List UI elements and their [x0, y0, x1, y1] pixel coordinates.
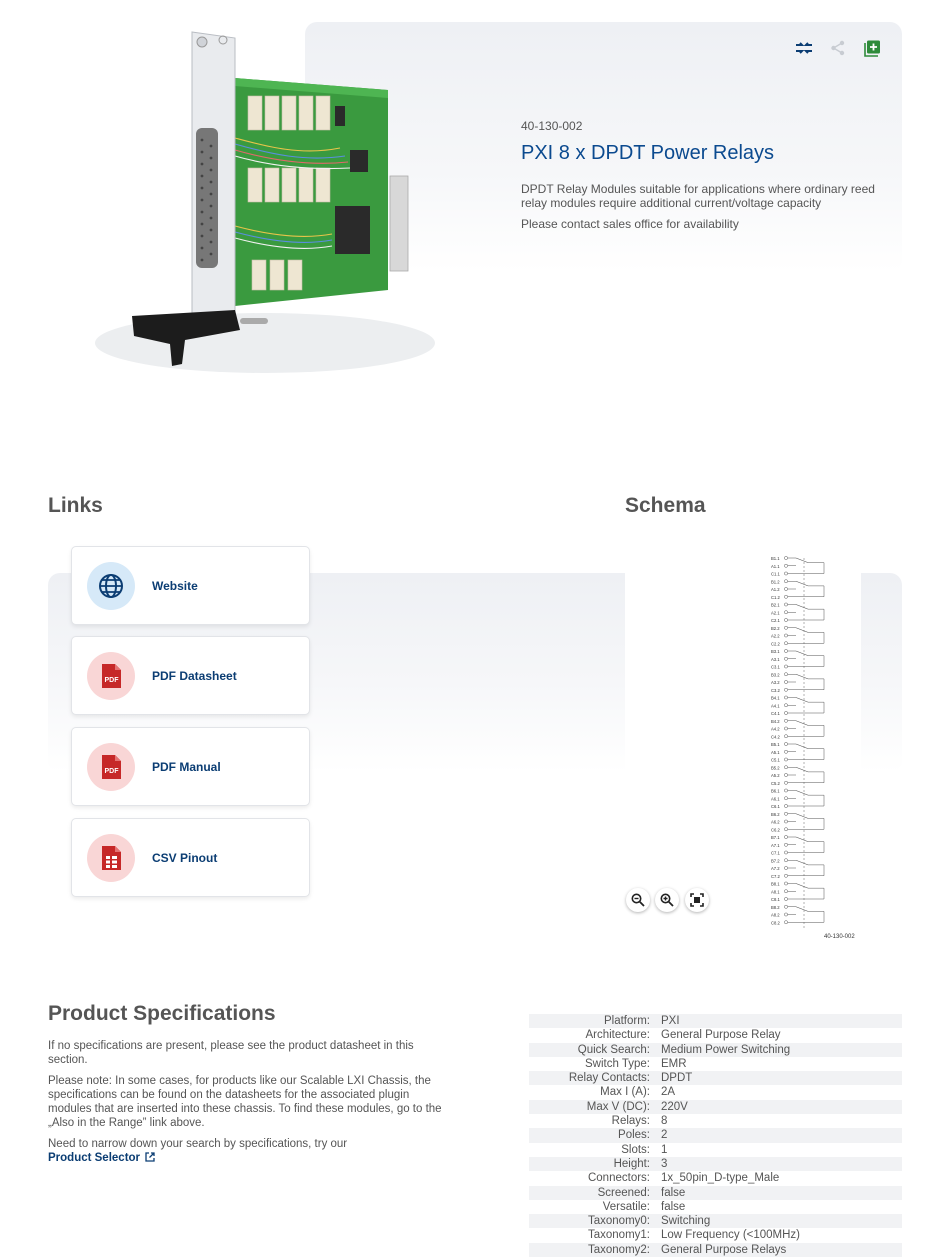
spec-row	[529, 1214, 902, 1228]
schema-diagram	[625, 548, 861, 944]
schema-pin-label: A2.1	[771, 610, 780, 616]
spec-row	[529, 1157, 902, 1171]
spec-row	[529, 1186, 902, 1200]
schema-pin-label: B3.1	[771, 649, 780, 654]
schema-relay-loop	[796, 795, 824, 806]
schema-relay-loop	[796, 911, 824, 922]
schema-relay-loop	[796, 749, 824, 760]
schema-pin-label: A4.2	[771, 726, 780, 732]
schema-switch-contact	[796, 744, 808, 749]
csv-pinout-icon-badge	[87, 834, 135, 882]
spec-value: false	[661, 1186, 686, 1199]
spec-value: Low Frequency (<100MHz)	[661, 1229, 801, 1242]
svg-text:PDF: PDF	[104, 676, 119, 684]
spec-row	[529, 1143, 902, 1157]
schema-pin	[784, 580, 787, 583]
share-icon	[830, 40, 846, 56]
schema-pin-label: C6.1	[771, 804, 780, 809]
specs-note-chassis: Please note: In some cases, for products like our Scalable LXI Chassis, the specifications can be found on the datasheets for the associated plugin modules that are inserted into these chassis. To find these modules, go to the „Also in the Range” link above.	[48, 1075, 442, 1129]
product-selector-label: Product Selector	[48, 1152, 141, 1164]
spec-value: 1x_50pin_D-type_Male	[661, 1172, 780, 1185]
svg-text:PDF: PDF	[104, 767, 119, 775]
schema-relay-loop	[796, 586, 824, 597]
schema-pin	[784, 657, 787, 660]
schema-pin-label: A8.1	[771, 889, 780, 895]
schema-pin	[784, 649, 787, 652]
schema-pin-label: B2.2	[771, 625, 780, 631]
pdf-datasheet-link-label: PDF Datasheet	[152, 668, 237, 683]
product-description: DPDT Relay Modules suitable for applications where ordinary reed relay modules require additional current/voltage capacity	[521, 182, 875, 210]
schema-switch-contact	[796, 651, 808, 656]
schema-pin-label: B4.2	[771, 718, 780, 724]
schema-pin-label: B5.2	[771, 765, 780, 771]
schema-pin	[784, 719, 787, 722]
spec-key: Taxonomy1:	[587, 1229, 650, 1242]
spec-row	[529, 1114, 902, 1128]
schema-pin	[784, 773, 787, 776]
spec-value: PXI	[661, 1015, 680, 1027]
schema-pin	[784, 882, 787, 885]
schema-pin-label: C8.1	[771, 897, 780, 902]
website-link-label: Website	[152, 578, 198, 593]
pdf-datasheet-link[interactable]	[71, 636, 310, 715]
schema-pin	[784, 750, 787, 753]
schema-pin	[784, 828, 787, 831]
spec-row	[529, 1085, 902, 1099]
product-title: PXI 8 x DPDT Power Relays	[521, 142, 775, 164]
csv-pinout-link[interactable]	[71, 818, 310, 897]
schema-pin	[784, 804, 787, 807]
schema-relay-loop	[796, 818, 824, 829]
schema-pin-label: A7.2	[771, 866, 780, 871]
selector-prompt: Need to narrow down your search by specifications, try our	[48, 1138, 348, 1150]
schema-switch-contact	[796, 581, 808, 586]
schema-pin-label: A8.2	[771, 912, 780, 918]
spec-value: General Purpose Relays	[661, 1243, 787, 1256]
links-heading: Links	[48, 494, 103, 517]
csv-icon	[100, 845, 122, 871]
schema-pin-label: C5.2	[771, 780, 780, 786]
schema-pin	[784, 874, 787, 877]
spec-value: Medium Power Switching	[661, 1043, 791, 1056]
availability-note: Please contact sales office for availability	[521, 217, 739, 231]
schema-pin	[784, 711, 787, 714]
schema-pin	[784, 572, 787, 575]
spec-key: Architecture:	[585, 1029, 650, 1042]
schema-relay-loop	[796, 609, 824, 620]
schema-pin-label: C7.2	[771, 873, 780, 879]
add-to-list-button[interactable]	[862, 38, 882, 58]
schema-pin	[784, 742, 787, 745]
add-box-icon	[864, 40, 881, 57]
schema-pin-label: A7.1	[771, 842, 780, 848]
schema-relay-loop	[796, 656, 824, 667]
zoom-in-button[interactable]	[655, 888, 679, 912]
schema-switch-contact	[796, 698, 808, 703]
pdf-manual-link[interactable]	[71, 727, 310, 806]
spec-value: 2A	[661, 1086, 676, 1099]
schema-pin-label: A3.2	[771, 680, 780, 685]
schema-heading: Schema	[625, 494, 706, 517]
schema-pin	[784, 626, 787, 629]
schema-switch-contact	[796, 814, 808, 819]
schema-pin-label: C2.1	[771, 618, 780, 623]
spec-row	[529, 1200, 902, 1214]
fit-screen-button[interactable]	[685, 888, 709, 912]
schema-pin-label: A3.1	[771, 656, 780, 662]
schema-pin-label: B1.1	[771, 556, 780, 561]
schema-relay-loop	[796, 702, 824, 713]
schema-pin	[784, 642, 787, 645]
schema-pin	[784, 727, 787, 730]
schema-switch-contact	[796, 884, 808, 889]
zoom-out-button[interactable]	[626, 888, 650, 912]
specs-note-selector	[48, 1137, 448, 1165]
spec-row	[529, 1043, 902, 1057]
zoom-out-icon	[631, 893, 645, 907]
schema-relay-loop	[796, 679, 824, 690]
schema-relay-loop	[796, 865, 824, 876]
globe-icon	[98, 573, 124, 599]
schema-relay-loop	[796, 725, 824, 736]
schema-pin-label: C3.2	[771, 687, 780, 693]
spec-row	[529, 1128, 902, 1142]
schema-pin	[784, 595, 787, 598]
schema-pin	[784, 797, 787, 800]
schema-pin	[784, 789, 787, 792]
spec-row	[529, 1171, 902, 1185]
schema-pin	[784, 556, 787, 559]
schema-pin	[784, 766, 787, 769]
specs-note-empty: If no specifications are present, please see the product datasheet in this section.	[48, 1040, 414, 1066]
spec-value: 220V	[661, 1100, 688, 1113]
spec-value: EMR	[661, 1057, 687, 1070]
pdf-datasheet-icon-badge	[87, 652, 135, 700]
product-selector-link[interactable]	[48, 1152, 155, 1164]
schema-switch-contact	[796, 558, 808, 563]
website-icon-badge	[87, 562, 135, 610]
schema-pin-label: C5.1	[771, 757, 780, 763]
schema-pin	[784, 673, 787, 676]
spec-key: Screened:	[597, 1186, 650, 1199]
schema-pin	[784, 618, 787, 621]
schema-pin-label: A4.1	[771, 703, 780, 709]
schema-pin	[784, 688, 787, 691]
schema-pin-label: B4.1	[771, 695, 780, 701]
spec-key: Relay Contacts:	[568, 1072, 650, 1085]
schema-switch-contact	[796, 767, 808, 772]
schema-switch-contact	[796, 860, 808, 865]
schema-pin	[784, 812, 787, 815]
spec-value: Switching	[661, 1215, 711, 1228]
product-summary	[521, 119, 881, 231]
spec-key: Switch Type:	[585, 1057, 650, 1070]
schema-pin	[784, 758, 787, 761]
schema-pin-label: C8.2	[771, 920, 780, 926]
schema-relay-loop	[796, 842, 824, 853]
part-number: 40-130-002	[521, 119, 583, 133]
schema-pin-label: C3.1	[771, 664, 780, 670]
schema-pin-label: B7.1	[771, 835, 780, 840]
schema-caption: 40-130-002	[824, 934, 855, 940]
schema-pin-label: A1.1	[771, 563, 780, 569]
schema-pin	[784, 781, 787, 784]
product-image	[90, 28, 450, 383]
spec-row	[529, 1228, 902, 1242]
schema-pin-label: A6.1	[771, 796, 780, 802]
pdf-manual-icon-badge	[87, 743, 135, 791]
spec-key: Quick Search:	[577, 1043, 650, 1056]
spec-value: 3	[661, 1157, 668, 1170]
schema-pin-label: B2.1	[771, 602, 780, 608]
spec-key: Poles:	[618, 1129, 650, 1142]
spec-row	[529, 1243, 902, 1257]
schema-pin-label: A5.2	[771, 773, 780, 778]
pdf-manual-link-label: PDF Manual	[152, 759, 221, 774]
specs-heading: Product Specifications	[48, 1002, 276, 1025]
schema-switch-contact	[796, 628, 808, 633]
spec-key: Height:	[613, 1157, 650, 1170]
compare-icon	[795, 41, 813, 55]
schema-switch-contact	[796, 907, 808, 912]
schema-pin	[784, 859, 787, 862]
schema-pin	[784, 820, 787, 823]
schema-switch-contact	[796, 791, 808, 796]
schema-pin	[784, 603, 787, 606]
compare-button[interactable]	[794, 38, 814, 58]
spec-key: Taxonomy2:	[587, 1243, 650, 1256]
spec-key: Connectors:	[587, 1172, 650, 1185]
spec-key: Relays:	[611, 1115, 650, 1128]
schema-pin-label: C2.2	[771, 641, 780, 647]
schema-relay-loop	[796, 772, 824, 783]
spec-key: Max V (DC):	[586, 1100, 650, 1113]
schema-relay-loop	[796, 563, 824, 574]
schema-pin-label: A2.2	[771, 633, 780, 639]
schema-pin-label: B3.2	[771, 672, 780, 678]
schema-pin-label: C4.1	[771, 711, 780, 716]
schema-switch-contact	[796, 721, 808, 726]
schema-pin-label: B8.1	[771, 881, 780, 887]
schema-pin-label: B1.2	[771, 579, 780, 585]
schema-pin	[784, 905, 787, 908]
spec-value: General Purpose Relay	[661, 1029, 781, 1042]
pdf-icon	[100, 754, 122, 780]
schema-pin-label: C7.1	[771, 850, 780, 856]
schema-pin-label: B6.1	[771, 788, 780, 794]
spec-row	[529, 1057, 902, 1071]
schema-switch-contact	[796, 674, 808, 679]
spec-key: Taxonomy0:	[587, 1215, 650, 1228]
schema-pin	[784, 835, 787, 838]
spec-row	[529, 1100, 902, 1114]
schema-pin	[784, 696, 787, 699]
schema-pin-label: C1.1	[771, 571, 780, 577]
schema-pin	[784, 851, 787, 854]
zoom-in-icon	[660, 893, 674, 907]
schema-pin	[784, 735, 787, 738]
spec-key: Max I (A):	[600, 1086, 650, 1099]
spec-key: Slots:	[621, 1143, 650, 1156]
schema-pin-label: A6.2	[771, 819, 780, 825]
external-link-icon	[145, 1152, 155, 1162]
spec-row	[529, 1028, 902, 1042]
spec-row	[529, 1014, 902, 1028]
csv-pinout-link-label: CSV Pinout	[152, 850, 218, 865]
schema-pin	[784, 921, 787, 924]
product-actions	[794, 38, 882, 58]
spec-row	[529, 1071, 902, 1085]
schema-switch-contact	[796, 605, 808, 610]
schema-pin	[784, 866, 787, 869]
schema-pin	[784, 843, 787, 846]
schema-pin-label: C4.2	[771, 734, 780, 740]
schema-pin	[784, 680, 787, 683]
schema-pin	[784, 611, 787, 614]
schema-viewer[interactable]	[625, 548, 861, 944]
schema-pin	[784, 897, 787, 900]
schema-pin	[784, 913, 787, 916]
schema-pin-label: C6.2	[771, 827, 780, 833]
schema-pin-label: C1.2	[771, 594, 780, 600]
schema-pin	[784, 634, 787, 637]
schema-pin	[784, 665, 787, 668]
schema-switch-contact	[796, 837, 808, 842]
schema-pin	[784, 587, 787, 590]
schema-pin	[784, 704, 787, 707]
pdf-icon	[100, 663, 122, 689]
schema-pin-label: A1.2	[771, 587, 780, 592]
specifications-table	[529, 1014, 902, 1257]
spec-key: Platform:	[603, 1015, 650, 1027]
spec-value: 8	[661, 1115, 668, 1128]
fit-screen-icon	[690, 893, 704, 907]
schema-pin	[784, 564, 787, 567]
schema-pin-label: A5.1	[771, 749, 780, 755]
website-link[interactable]	[71, 546, 310, 625]
schema-pin-label: B6.2	[771, 811, 780, 817]
schema-pin-label: B7.2	[771, 858, 780, 864]
spec-value: 2	[661, 1129, 668, 1142]
schema-pin-label: B8.2	[771, 904, 780, 910]
spec-value: 1	[661, 1143, 668, 1156]
share-button[interactable]	[828, 38, 848, 58]
schema-relay-loop	[796, 888, 824, 899]
schema-pin-label: B5.1	[771, 742, 780, 747]
schema-relay-loop	[796, 632, 824, 643]
spec-key: Versatile:	[602, 1200, 650, 1213]
spec-value: false	[661, 1200, 686, 1213]
spec-value: DPDT	[661, 1072, 693, 1085]
schema-pin	[784, 890, 787, 893]
